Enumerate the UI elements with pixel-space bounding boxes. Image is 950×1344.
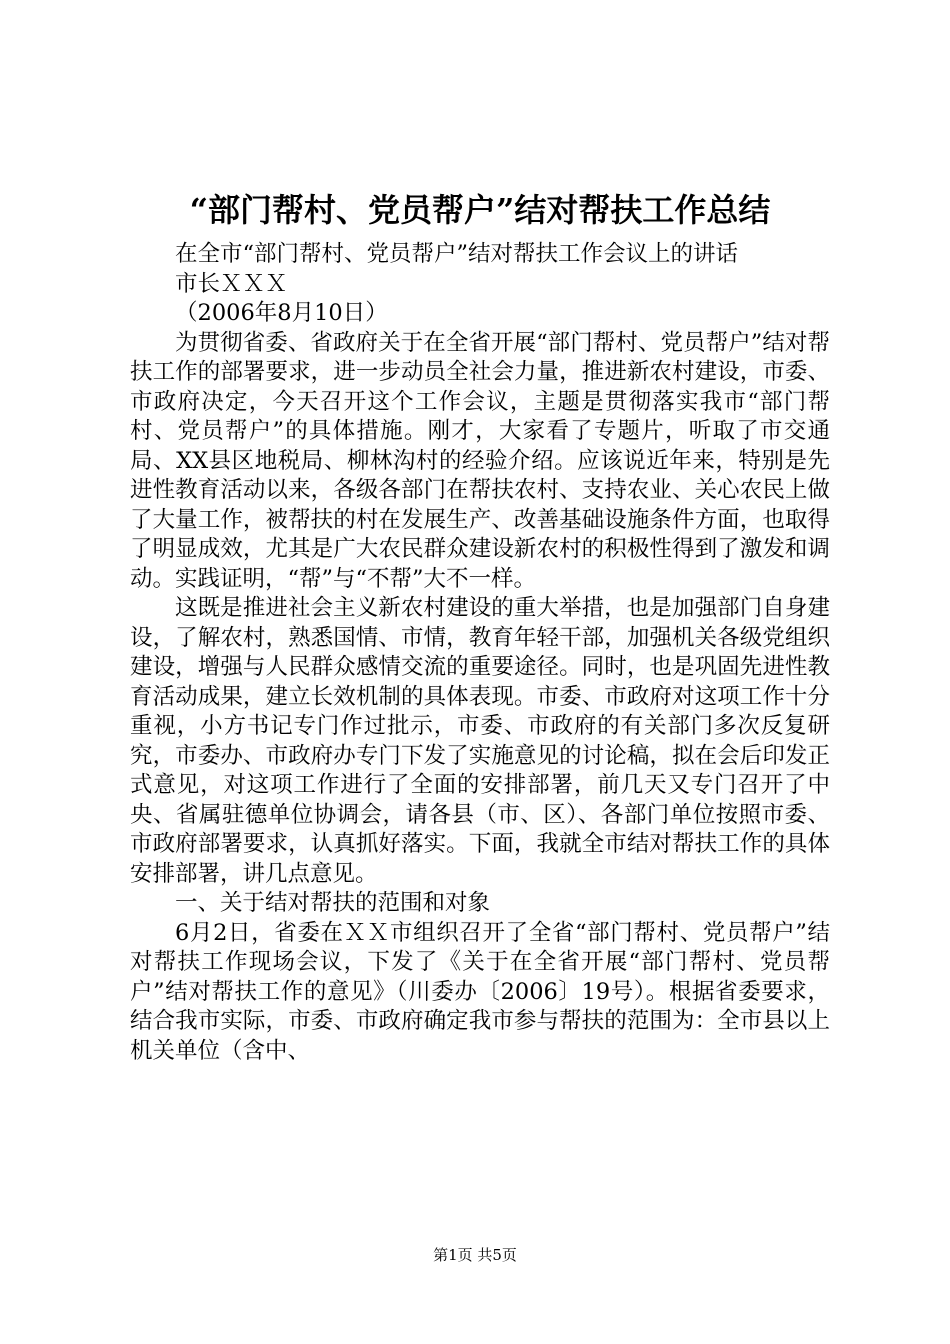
body-paragraph: 为贯彻省委、省政府关于在全省开展“部门帮村、党员帮户”结对帮扶工作的部署要求，进一步动员全社会力量，推进新农村建设，市委、市政府决定，今天召开这个工作会议，主题是贯彻落实我市“部门帮村、党员帮户”的具体措施。刚才，大家看了专题片，听取了市交通局、XX县区地税局、柳林沟村的经验介绍。应该说近年来，特别是先进性教育活动以来，各级各部门在帮扶农村、支持农业、关心农民上做了大量工作，被帮扶的村在发展生产、改善基础设施条件方面，也取得了明显成效，尤其是广大农民群众建设新农村的积极性得到了激发和调动。实践证明，“帮”与“不帮”大不一样。 bbox=[130, 329, 830, 592]
subtitle-paragraph: 在全市“部门帮村、党员帮户”结对帮扶工作会议上的讲话 bbox=[175, 241, 739, 267]
body-paragraph: 6月2日，省委在ＸＸ市组织召开了全省“部门帮村、党员帮户”结对帮扶工作现场会议，下发了《关于在全省开展“部门帮村、党员帮户”结对帮扶工作的意见》（川委办〔2006〕19号）。根据省委要求，结合我市实际，市委、市政府确定我市参与帮扶的范围为：全市县以上机关单位（含中、 bbox=[130, 919, 830, 1064]
date-line: （2006年8月10日） bbox=[175, 300, 388, 326]
section-heading: 一、关于结对帮扶的范围和对象 bbox=[175, 890, 491, 916]
speaker-line: 市长ＸＸＸ bbox=[175, 270, 288, 297]
document-title: “部门帮村、党员帮户”结对帮扶工作总结 bbox=[189, 191, 771, 229]
body-paragraph: 这既是推进社会主义新农村建设的重大举措，也是加强部门自身建设，了解农村，熟悉国情、市情，教育年轻干部，加强机关各级党组织建设，增强与人民群众感情交流的重要途径。同时，也是巩固先进性教育活动成果，建立长效机制的具体表现。市委、市政府对这项工作十分重视，小方书记专门作过批示，市委、市政府的有关部门多次反复研究，市委办、市政府办专门下发了实施意见的讨论稿，拟在会后印发正式意见，对这项工作进行了全面的安排部署，前几天又专门召开了中央、省属驻德单位协调会，请各县（市、区）、各部门单位按照市委、市政府部署要求，认真抓好落实。下面，我就全市结对帮扶工作的具体安排部署，讲几点意见。 bbox=[130, 595, 830, 887]
page-footer: 第1页 共5页 bbox=[433, 1246, 517, 1264]
document-body bbox=[130, 240, 830, 1066]
